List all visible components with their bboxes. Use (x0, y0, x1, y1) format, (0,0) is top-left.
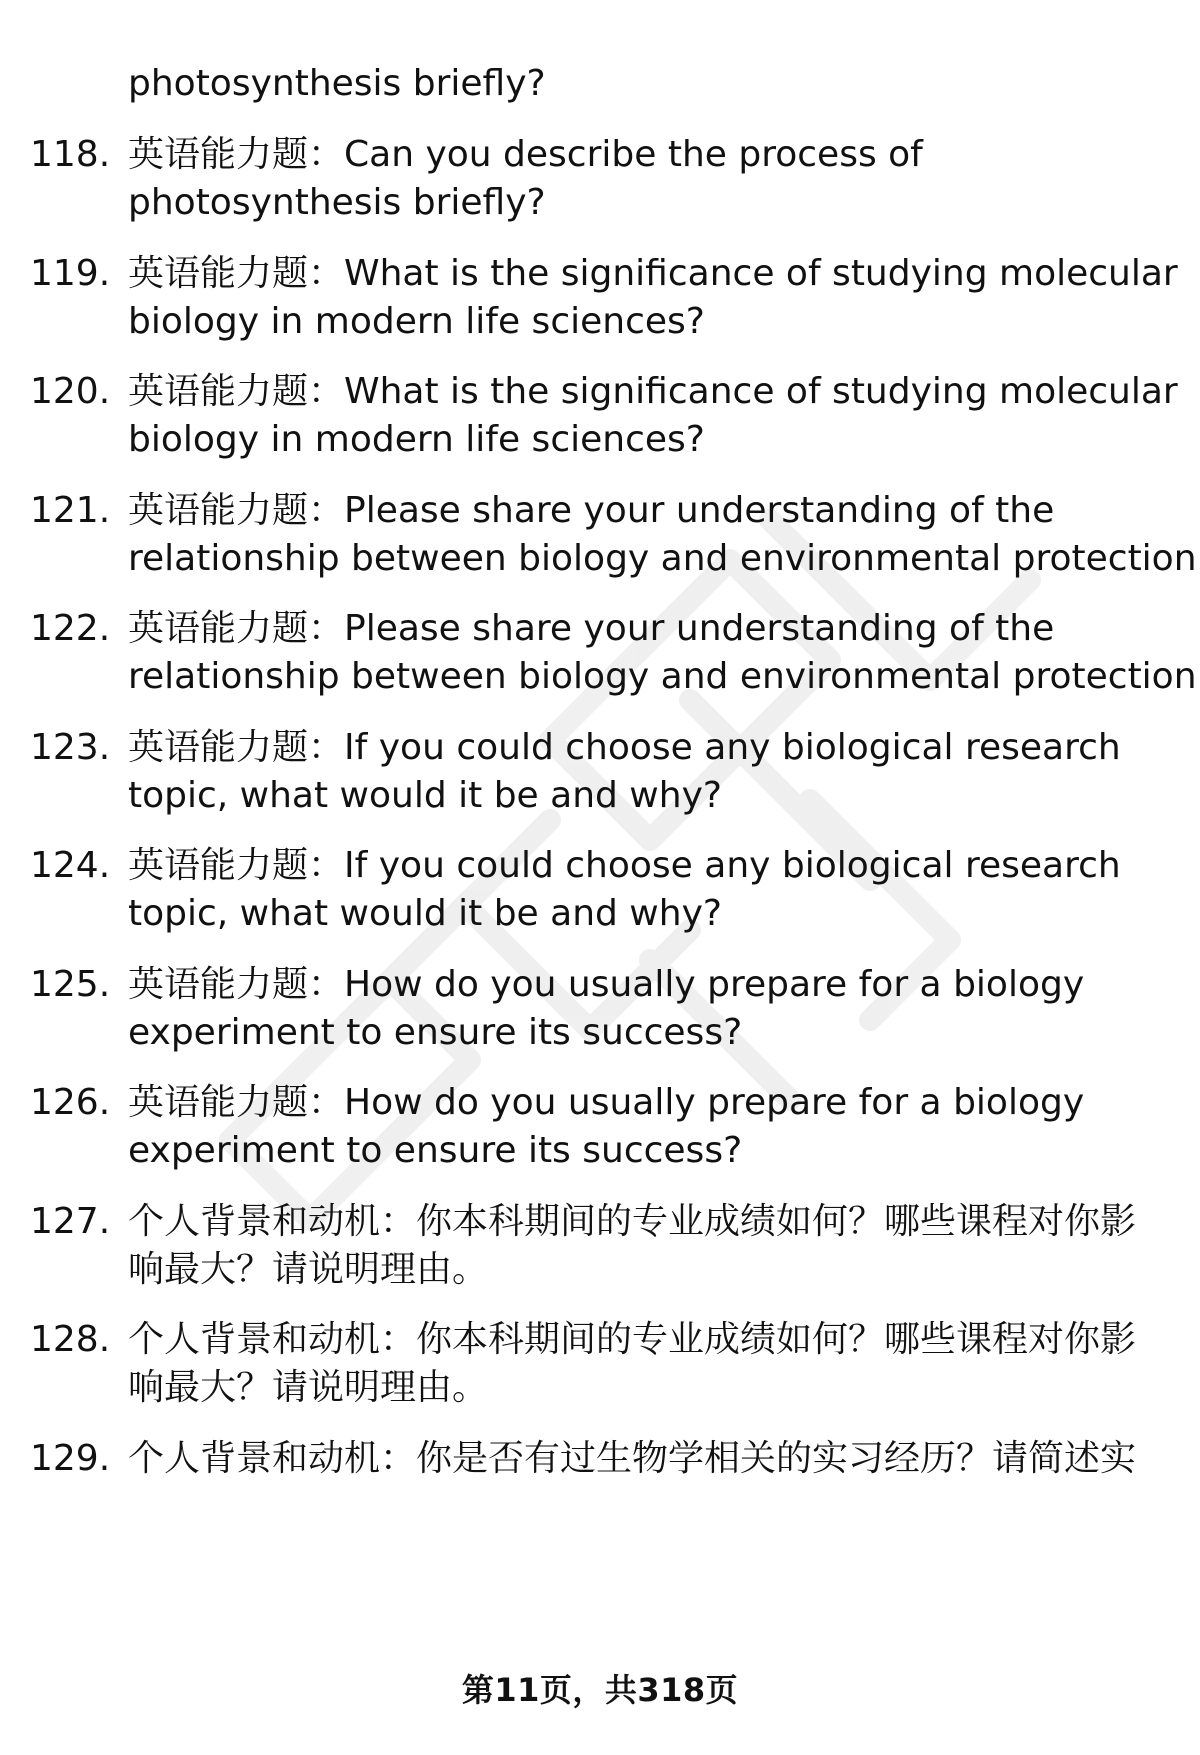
list-item (30, 842, 1180, 942)
list-item (30, 605, 1197, 705)
item-text-line-1: 英语能力题：What is the significance of studying molecular (128, 371, 1178, 412)
page-footer: 第11页，共318页 (461, 1671, 739, 1709)
list-item (30, 1198, 1180, 1298)
item-text-line-2: biology in modern life sciences? (128, 301, 705, 342)
item-text-line-1: 英语能力题：If you could choose any biological research (128, 845, 1121, 886)
item-text-line-1: 个人背景和动机：你本科期间的专业成绩如何？哪些课程对你影 (128, 1201, 1137, 1242)
item-number: 125. (30, 964, 111, 1005)
item-text-line-2: topic, what would it be and why? (128, 893, 722, 934)
item-number: 129. (30, 1438, 111, 1479)
item-text-line-2: experiment to ensure its success? (128, 1130, 743, 1171)
item-text-line-2: photosynthesis briefly? (128, 182, 546, 223)
item-text-line-2: topic, what would it be and why? (128, 775, 722, 816)
item-text-line-1: 英语能力题：How do you usually prepare for a biology (128, 964, 1085, 1005)
item-text-line-2: 响最大？请说明理由。 (128, 1249, 489, 1290)
list-item (30, 961, 1180, 1061)
item-number: 119. (30, 253, 111, 294)
item-number: 118. (30, 134, 111, 175)
list-item (30, 487, 1197, 587)
item-text-line-2: relationship between biology and environmental protection (128, 656, 1197, 697)
list-item (30, 250, 1180, 350)
continued-text-line: photosynthesis briefly? (128, 63, 546, 104)
item-text-line-1: 英语能力题：What is the significance of studying molecular (128, 253, 1178, 294)
item-number: 124. (30, 845, 111, 886)
item-text-line-2: 响最大？请说明理由。 (128, 1367, 489, 1408)
item-number: 121. (30, 490, 111, 531)
item-number: 128. (30, 1319, 111, 1360)
item-text-line-1: 英语能力题：How do you usually prepare for a biology (128, 1082, 1085, 1123)
item-number: 120. (30, 371, 111, 412)
list-item (30, 368, 1180, 468)
list-item (30, 1435, 1180, 1487)
list-item (30, 724, 1180, 824)
item-number: 123. (30, 727, 111, 768)
list-item (30, 1079, 1180, 1179)
item-number: 126. (30, 1082, 111, 1123)
item-text-line-1: 个人背景和动机：你本科期间的专业成绩如何？哪些课程对你影 (128, 1319, 1137, 1360)
list-item (30, 1316, 1180, 1416)
item-text-line-2: biology in modern life sciences? (128, 419, 705, 460)
item-text-line-2: experiment to ensure its success? (128, 1012, 743, 1053)
item-text-line-2: relationship between biology and environmental protection (128, 538, 1197, 579)
item-text-line-1: 英语能力题：If you could choose any biological research (128, 727, 1121, 768)
list-item (30, 131, 1180, 231)
item-number: 122. (30, 608, 111, 649)
item-number: 127. (30, 1201, 111, 1242)
item-text-line-1: 英语能力题：Please share your understanding of the (128, 608, 1055, 649)
item-text-line-1: 英语能力题：Can you describe the process of (128, 134, 923, 175)
item-text-line-1: 个人背景和动机：你是否有过生物学相关的实习经历？请简述实 (128, 1438, 1137, 1479)
item-text-line-1: 英语能力题：Please share your understanding of the (128, 490, 1055, 531)
